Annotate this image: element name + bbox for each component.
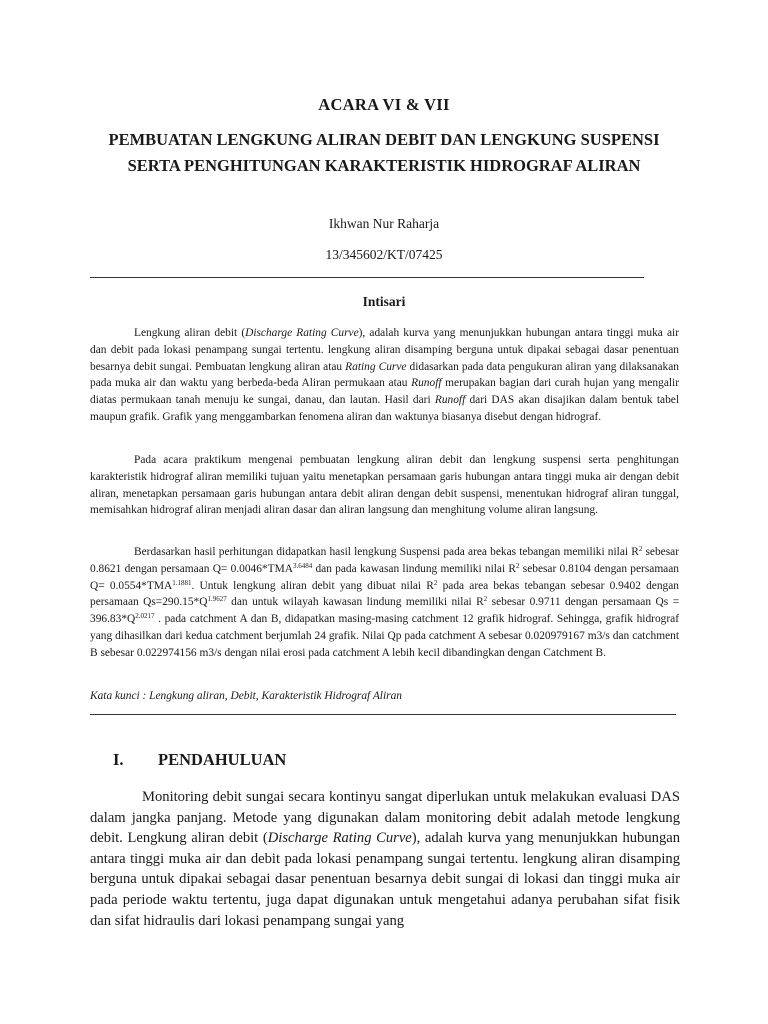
- abs-p3-s8: sebesar 0.9711 dengan persamaan Qs = 396.83*Q: [90, 596, 679, 626]
- divider-bottom: [90, 714, 676, 715]
- abs-p1-c: didasarkan pada data pengukuran aliran yang dilaksanakan pada muka air dan waktu yang berbeda-beda Aliran permukaan atau: [90, 360, 679, 390]
- abs-p1-e: dari DAS akan disajikan dalam bentuk tabel maupun grafik. Grafik yang menggambarkan fenomena aliran dan waktunya biasanya disebut dengan hidrograf.: [90, 394, 679, 423]
- abs-p3-sup4: 1.1881: [172, 578, 192, 587]
- section-number: I.: [113, 750, 124, 769]
- abs-p3-sup1: 2: [638, 545, 643, 553]
- abs-p3-s4: sebesar 0.8104 dengan persamaan Q= 0.0554*TMA: [90, 562, 679, 592]
- intro-paragraph: [90, 787, 680, 931]
- abs-p1-c-italic: Runoff: [411, 377, 442, 390]
- abs-p3-sup6: 1.9627: [207, 595, 227, 604]
- abs-p3-sup3: 2: [516, 561, 520, 570]
- abs-p3-s5: . Untuk lengkung aliran debit yang dibuat nilai R: [191, 579, 434, 592]
- paper-title-text: PEMBUATAN LENGKUNG ALIRAN DEBIT DAN LENGKUNG SUSPENSI SERTA PENGHITUNGAN KARAKTERISTIK HIDROGRAF ALIRAN: [108, 130, 660, 175]
- intro-b: ), adalah kurva yang menunjukkan hubungan antara tinggi muka air dan debit pada lokasi penampang sungai tertentu. lengkung aliran disamping berguna untuk dipakai sebagai dasar penentuan besarnya debit sungai di lokasi dan tinggi muka air pada periode waktu tertentu, juga dapat digunakan untuk mengetahui adanya perubahan sifat fisik dan sifat hidraulis dari lokasi penampang sungai yang: [90, 830, 681, 929]
- abs-p3-sup8: 2.0217: [135, 612, 155, 621]
- section-title: PENDAHULUAN: [158, 750, 287, 769]
- abs-p2-text: Pada acara praktikum mengenai pembuatan lengkung aliran debit dan lengkung suspensi serta penghitungan karakteristik hidrograf aliran memiliki tujuan yaitu menetapkan persamaan garis hubungan antara tinggi muka air dengan debit aliran, menetapkan persamaan garis hubungan antara debit aliran dengan debit suspensi, menentukan hidrograf aliran tunggal, memisahkan hidrograf aliran menjadi aliran dasar dan aliran langsung dan menghitung volume aliran langsung.: [90, 454, 679, 517]
- section-heading: [113, 750, 286, 770]
- abs-p3-s2: sebesar 0.8621 dengan persamaan Q= 0.0046*TMA: [90, 546, 679, 575]
- abs-p3-sup7: 2: [483, 595, 488, 604]
- abs-p3-sup2: 3.6484: [292, 561, 313, 570]
- abs-p1-b: ), adalah kurva yang menunjukkan hubungan antara tinggi muka air dan debit pada lokasi penampang sungai tertentu. lengkung aliran disamping berguna untuk dipakai sebagai dasar penentuan besarnya debit sungai. Pembuatan lengkung aliran atau: [90, 327, 679, 373]
- abstract-paragraph-2: [90, 452, 679, 519]
- divider-top: [90, 277, 644, 278]
- abs-p1-a-italic: Discharge Rating Curve: [245, 327, 359, 339]
- acara-heading: ACARA VI & VII: [318, 95, 450, 114]
- abstract-paragraph-3: [90, 544, 679, 662]
- abstract-paragraph-1: [90, 325, 679, 426]
- abs-p3-s9: . pada catchment A dan B, didapatkan masing-masing catchment 12 grafik hidrograf. Sehingga, grafik hidrograf yang dihasilkan dari kedua catchment berjumlah 24 grafik. Nilai Qp pada catchment A sebesar 0.020979167 m3/s dan catchment B sebesar 0.022974156 m3/s dengan nilai erosi pada catchment A lebih kecil dibandingkan dengan Catchment B.: [90, 613, 679, 659]
- abstract-heading: Intisari: [362, 294, 406, 309]
- author-name: Ikhwan Nur Raharja: [328, 216, 440, 231]
- paper-title: [0, 127, 768, 178]
- abs-p3-s6: pada area bekas tebangan sebesar 0.9402 dengan persamaan Qs=290.15*Q: [90, 579, 679, 609]
- abs-p1-b-italic: Rating Curve: [345, 360, 407, 373]
- abs-p3-sup5: 2: [433, 578, 438, 587]
- abs-p1-d-italic: Runoff: [434, 394, 466, 407]
- abs-p3-s1: Berdasarkan hasil perhitungan didapatkan hasil lengkung Suspensi pada area bekas tebangan memiliki nilai R: [134, 546, 639, 558]
- intro-a-italic: Discharge Rating Curve: [267, 830, 412, 847]
- abs-p1-a: Lengkung aliran debit (: [134, 327, 246, 339]
- abs-p3-s7: dan untuk wilayah kawasan lindung memiliki nilai R: [226, 596, 484, 609]
- keywords: Kata kunci : Lengkung aliran, Debit, Karakteristik Hidrograf Aliran: [90, 690, 402, 702]
- intro-a: Monitoring debit sungai secara kontinyu sangat diperlukan untuk melakukan evaluasi DAS dalam jangka panjang. Metode yang digunakan dalam monitoring debit adalah metode lengkung debit. Lengkung aliran debit (: [90, 789, 680, 847]
- abs-p1-d: merupakan bagian dari curah hujan yang mengalir diatas permukaan tanah menuju ke sungai, danau, dan lautan. Hasil dari: [90, 377, 679, 407]
- student-id: 13/345602/KT/07425: [325, 247, 443, 262]
- abs-p3-s3: dan pada kawasan lindung memiliki nilai R: [312, 562, 516, 575]
